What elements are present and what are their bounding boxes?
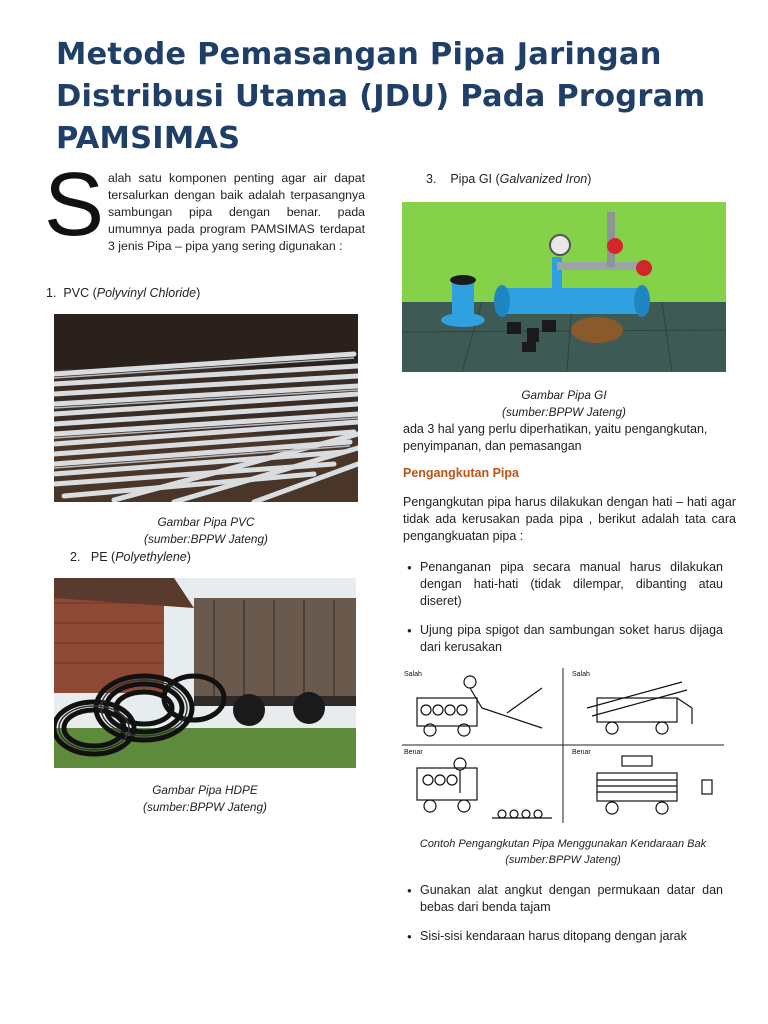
transport-diagram [402, 668, 724, 823]
caption-title: Gambar Pipa GI [521, 388, 607, 402]
page-title: Metode Pemasangan Pipa Jaringan Distribusi Utama (JDU) Pada Program PAMSIMAS [56, 37, 706, 156]
pipe-full-name: Polyethylene [115, 550, 187, 564]
pipe-full-name: Polyvinyl Chloride [96, 286, 197, 300]
diagram-label-wrong1: Salah [404, 671, 422, 678]
diagram-caption [400, 836, 726, 868]
pipe-name: Pipa GI [450, 172, 493, 186]
pipe-name: PE [90, 550, 108, 564]
list-item: ● Sisi-sisi kendaraan harus ditopang dengan jarak [403, 928, 723, 945]
section-heading: Pengangkutan Pipa [403, 466, 519, 480]
pipe-number: 3. [426, 172, 437, 186]
pvc-caption [54, 514, 358, 548]
caption-source: (sumber:BPPW Jateng) [143, 800, 267, 814]
dropcap-letter: S [44, 155, 105, 255]
pipe-full-name: Galvanized Iron [499, 172, 588, 186]
list-item: ● Gunakan alat angkut dengan permukaan datar dan bebas dari benda tajam [403, 882, 723, 916]
pipe-name: PVC [63, 286, 90, 300]
list-item: ● Ujung pipa spigot dan sambungan soket harus dijaga dari kerusakan [403, 622, 723, 656]
section-intro: Pengangkutan pipa harus dilakukan dengan hati – hati agar tidak ada kerusakan pada pipa , berikut adalah tata cara pengangkuatan pipa : [403, 495, 736, 543]
pipe-number: 1. [46, 286, 57, 300]
pipe-label-pe: 2. PE (Polyethylene) [70, 550, 191, 564]
hdpe-pipe-photo [54, 578, 356, 768]
gi-caption [402, 387, 726, 421]
list-item: ● Penanganan pipa secara manual harus dilakukan dengan hati-hati (tidak dilempar, dibanting atau diseret) [403, 559, 723, 610]
bullet-list-a [403, 559, 723, 668]
diagram-label-right1: Benar [404, 749, 423, 756]
caption-source: (sumber:BPPW Jateng) [502, 405, 626, 419]
pipe-label-gi: 3. Pipa GI (Galvanized Iron) [426, 172, 592, 186]
pvc-pipe-photo [54, 314, 358, 502]
gi-pipe-photo [402, 202, 726, 372]
caption-title: Contoh Pengangkutan Pipa Menggunakan Kendaraan Bak [419, 838, 707, 850]
note-paragraph: ada 3 hal yang perlu diperhatikan, yaitu pengangkutan, penyimpanan, dan pemasangan [403, 422, 708, 453]
intro-paragraph: alah satu komponen penting agar air dapat tersalurkan dengan baik adalah terpasangnya sambungan pipa dengan benar. pada umumnya pada program PAMSIMAS terdapat 3 jenis Pipa – pipa yang sering digunakan : [108, 171, 365, 253]
hdpe-caption [54, 782, 356, 816]
diagram-label-wrong2: Salah [572, 671, 590, 678]
caption-source: (sumber:BPPW Jateng) [505, 854, 621, 866]
diagram-label-right2: Benar [572, 749, 591, 756]
caption-title: Gambar Pipa PVC [157, 515, 255, 529]
bullet-list-b [403, 882, 723, 957]
caption-source: (sumber:BPPW Jateng) [144, 532, 268, 546]
caption-title: Gambar Pipa HDPE [152, 783, 258, 797]
pipe-label-pvc: 1. PVC (Polyvinyl Chloride) [46, 286, 201, 300]
pipe-number: 2. [70, 550, 81, 564]
